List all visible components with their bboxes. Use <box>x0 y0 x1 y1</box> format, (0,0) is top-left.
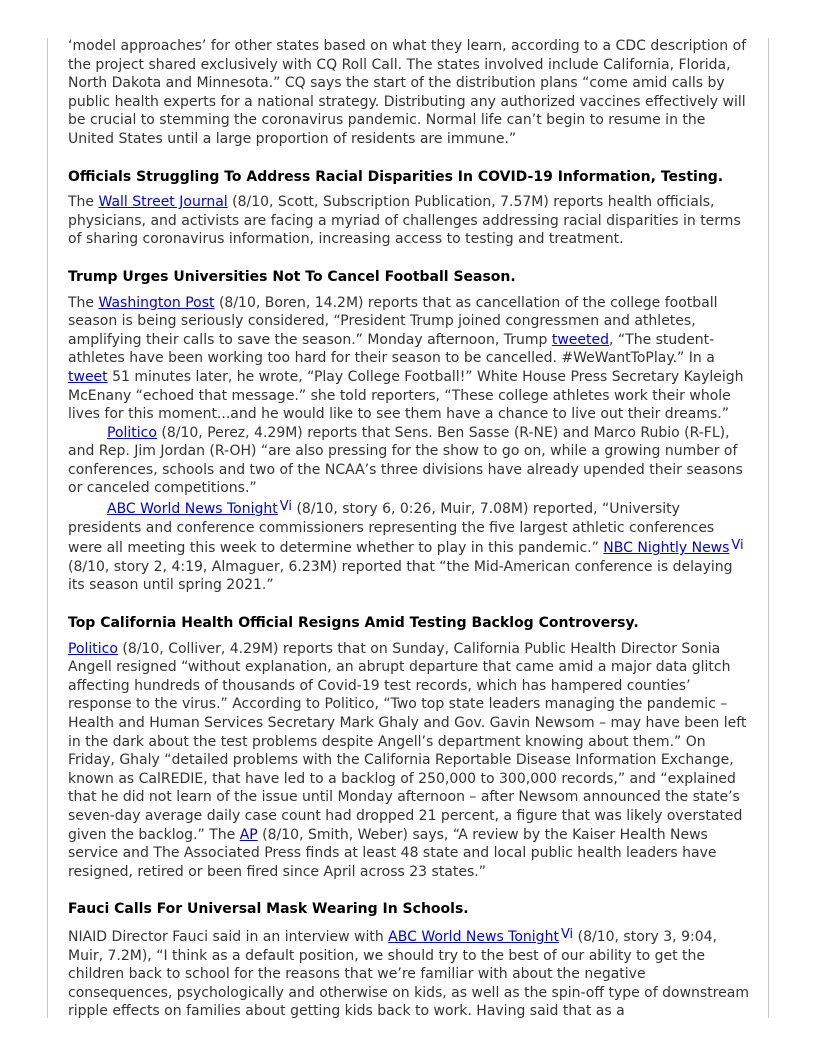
video-icon[interactable]: Vi <box>731 538 744 554</box>
politico-link[interactable]: Politico <box>107 424 157 441</box>
right-margin-rule <box>768 38 769 1018</box>
article-paragraph: Politico (8/10, Colliver, 4.29M) reports that on Sunday, California Public Health Director Sonia Angell resigned “without explanation, an abrupt departure that came amid a major data glitch affecting hundreds of thousands of Covid-19 test records, which has hampered counties’ response to the virus.” According to Politico, “Two top state leaders managing the pandemic – Health and Human Services Secretary Mark Ghaly and Gov. Gavin Newsom – may have been left in the dark about the test problems despite Angell’s department knowing about them.” On Friday, Ghaly “detailed problems with the California Reportable Disease Information Exchange, known as CalREDIE, that have led to a backlog of 250,000 to 300,000 records,” and “explained that he did not learn of the issue until Monday afternoon – after Newsom announced the state’s seven-day average daily case count had dropped 21 percent, a figure that was likely overstated given the backlog.” The AP (8/10, Smith, Weber) says, “A review by the Kaiser Health News service and The Associated Press finds at least 48 state and local public health leaders have resigned, retired or been fired since April across 23 states.” <box>68 640 747 880</box>
video-icon[interactable]: Vi <box>279 499 292 515</box>
article-paragraph: The Washington Post (8/10, Boren, 14.2M) reports that as cancellation of the college football season is being seriously considered, “President Trump joined congressmen and athletes, amplifying their calls to save the season.” Monday afternoon, Trump tweeted, “The student-athletes have been working too hard for their season to be cancelled. #WeWantToPlay.” In a tweet 51 minutes later, he wrote, “Play College Football!” White House Press Secretary Kayleigh McEnany “echoed that message.” she told reporters, “These college athletes work their whole lives for this moment...and he would like to see them have a chance to live out their dreams.” <box>68 294 744 423</box>
tweeted-link[interactable]: tweeted <box>551 331 609 348</box>
left-margin-rule <box>47 38 48 1018</box>
abc-world-news-tonight-link[interactable]: ABC World News Tonight <box>388 928 559 945</box>
article-paragraph: The Wall Street Journal (8/10, Scott, Subscription Publication, 7.57M) reports health officials, physicians, and activists are facing a myriad of challenges addressing racial disparities in terms of sharing coronavirus information, increasing access to testing and treatment. <box>68 194 741 248</box>
tweet-link[interactable]: tweet <box>68 368 108 385</box>
headline-california-health-official: Top California Health Official Resigns Amid Testing Backlog Controversy. <box>68 615 639 632</box>
abc-world-news-tonight-link[interactable]: ABC World News Tonight <box>107 501 278 518</box>
article-paragraph: NIAID Director Fauci said in an interview with ABC World News Tonight Vi (8/10, story 3, 9:04, Muir, 7.2M), “I think as a default position, we should try to the best of our ability to get the children back to school for the reasons that we’re familiar with about the negative consequences, psychologically and otherwise on kids, as well as the spin-off type of downstream ripple effects on families about getting kids back to work. Having said that as a <box>68 926 749 1020</box>
intro-paragraph: ‘model approaches’ for other states based on what they learn, according to a CDC description of the project shared exclusively with CQ Roll Call. The states involved include California, Florida, North Dakota and Minnesota.” CQ says the start of the distribution plans “come amid calls by public health experts for a national strategy. Distributing any authorized vaccines effectively will be crucial to stemming the coronavirus pandemic. Normal life can’t begin to resume in the United States until a large proportion of residents are immune.” <box>68 38 747 147</box>
newsletter-body <box>68 37 750 1021</box>
article-paragraph: Politico (8/10, Perez, 4.29M) reports that Sens. Ben Sasse (R-NE) and Marco Rubio (R-FL), and Rep. Jim Jordan (R-OH) “are also pressing for the show to go on, while a growing number of conferences, schools and two of the NCAA’s three divisions have already upended their seasons or canceled competitions.” <box>68 424 743 497</box>
headline-racial-disparities: Officials Struggling To Address Racial Disparities In COVID-19 Information, Testing. <box>68 168 724 185</box>
nbc-nightly-news-link[interactable]: NBC Nightly News <box>603 540 730 557</box>
headline-football-season: Trump Urges Universities Not To Cancel Football Season. <box>68 268 516 285</box>
ap-link[interactable]: AP <box>239 826 258 843</box>
article-paragraph: ABC World News Tonight Vi (8/10, story 6, 0:26, Muir, 7.08M) reported, “University presidents and conference commissioners representing the five largest athletic conferences were all meeting this week to determine whether to play in this pandemic.” NBC Nightly News Vi (8/10, story 2, 4:19, Almaguer, 6.23M) reported that “the Mid-American conference is delaying its season until spring 2021.” <box>68 499 744 594</box>
washington-post-link[interactable]: Washington Post <box>98 294 215 311</box>
headline-fauci-masks: Fauci Calls For Universal Mask Wearing In Schools. <box>68 901 469 918</box>
politico-link[interactable]: Politico <box>68 640 118 657</box>
wall-street-journal-link[interactable]: Wall Street Journal <box>98 194 228 211</box>
video-icon[interactable]: Vi <box>560 926 574 942</box>
